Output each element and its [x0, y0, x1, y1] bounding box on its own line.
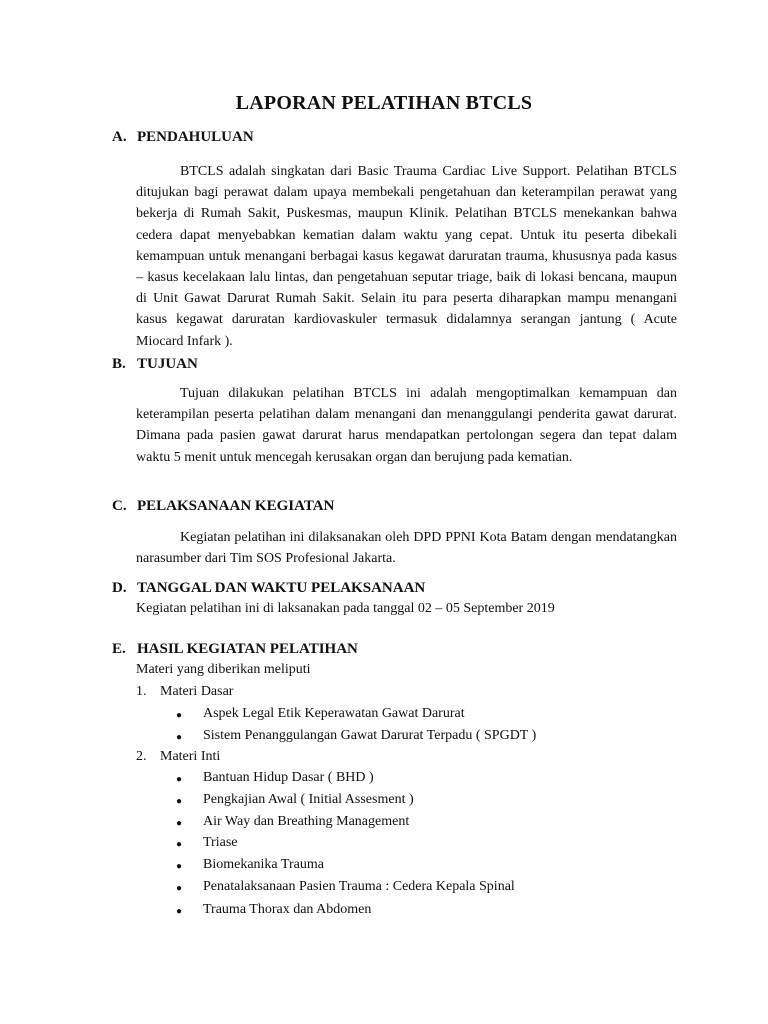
bullet-icon: ●: [176, 818, 183, 829]
section-heading-pelaksanaan: [112, 498, 334, 515]
list-item: Penatalaksanaan Pasien Trauma : Cedera Kepala Spinal: [203, 879, 515, 894]
section-body-tanggal: Kegiatan pelatihan ini di laksanakan pada tanggal 02 – 05 September 2019: [136, 601, 555, 616]
section-title: TUJUAN: [137, 356, 198, 372]
list-number: 2.: [136, 749, 147, 764]
section-body-tujuan: [136, 383, 677, 468]
bullet-icon: ●: [176, 839, 183, 850]
section-intro-hasil: Materi yang diberikan meliputi: [136, 662, 311, 677]
section-heading-pendahuluan: [112, 129, 254, 146]
section-title: TANGGAL DAN WAKTU PELAKSANAAN: [137, 580, 426, 596]
bullet-icon: ●: [176, 732, 183, 743]
list-item: Bantuan Hidup Dasar ( BHD ): [203, 770, 374, 785]
list-number: 1.: [136, 684, 147, 699]
section-body-pendahuluan: [136, 161, 677, 352]
list-group-label: Materi Dasar: [160, 684, 234, 699]
section-title: PENDAHULUAN: [137, 129, 254, 145]
paragraph-text: Tujuan dilakukan pelatihan BTCLS ini adalah mengoptimalkan kemampuan dan keterampilan peserta pelatihan dalam menangani dan menanggulangi penderita gawat darurat. Dimana pada pasien gawat darurat harus mendapatkan pertolongan segera dan tepat dalam waktu 5 menit untuk mencegah kerusakan organ dan berujung pada kematian.: [136, 386, 677, 465]
section-letter: E.: [112, 641, 126, 657]
section-letter: B.: [112, 356, 126, 372]
section-heading-hasil: [112, 641, 358, 658]
section-title: PELAKSANAAN KEGIATAN: [137, 498, 335, 514]
section-heading-tanggal: [112, 580, 425, 597]
list-group-label: Materi Inti: [160, 749, 221, 764]
list-item: Triase: [203, 835, 238, 850]
bullet-icon: ●: [176, 774, 183, 785]
section-letter: A.: [112, 129, 127, 145]
bullet-icon: ●: [176, 883, 183, 894]
paragraph-text: Kegiatan pelatihan ini dilaksanakan oleh DPD PPNI Kota Batam dengan mendatangkan narasumber dari Tim SOS Profesional Jakarta.: [136, 530, 677, 567]
section-letter: C.: [112, 498, 127, 514]
list-item: Biomekanika Trauma: [203, 857, 324, 872]
page-title: LAPORAN PELATIHAN BTCLS: [235, 92, 533, 114]
list-item: Trauma Thorax dan Abdomen: [203, 902, 372, 917]
bullet-icon: ●: [176, 796, 183, 807]
list-item: Air Way dan Breathing Management: [203, 814, 410, 829]
section-heading-tujuan: [112, 356, 198, 373]
bullet-icon: ●: [176, 861, 183, 872]
section-body-pelaksanaan: [136, 527, 677, 569]
list-item: Sistem Penanggulangan Gawat Darurat Terpadu ( SPGDT ): [203, 728, 537, 743]
list-item: Aspek Legal Etik Keperawatan Gawat Darurat: [203, 706, 465, 721]
paragraph-text: BTCLS adalah singkatan dari Basic Trauma Cardiac Live Support. Pelatihan BTCLS ditujukan bagi perawat dalam upaya membekali pengetahuan dan keterampilan perawat yang bekerja di Rumah Sakit, Puskesmas, maupun Klinik. Pelatihan BTCLS menekankan bahwa cedera dapat menyebabkan kematian dalam waktu yang cepat. Untuk itu peserta dibekali kemampuan untuk menangani berbagai kasus kegawat daruratan trauma, khususnya pada kasus – kasus kecelakaan lalu lintas, dan pengetahuan seputar triage, baik di lokasi bencana, maupun di Unit Gawat Darurat Rumah Sakit. Selain itu para peserta diharapkan mampu menangani kasus kegawat daruratan kardiovaskuler termasuk didalamnya serangan jantung ( Acute Miocard Infark ).: [136, 164, 677, 349]
section-title: HASIL KEGIATAN PELATIHAN: [137, 641, 358, 657]
section-letter: D.: [112, 580, 127, 596]
bullet-icon: ●: [176, 906, 183, 917]
bullet-icon: ●: [176, 710, 183, 721]
list-item: Pengkajian Awal ( Initial Assesment ): [203, 792, 414, 807]
